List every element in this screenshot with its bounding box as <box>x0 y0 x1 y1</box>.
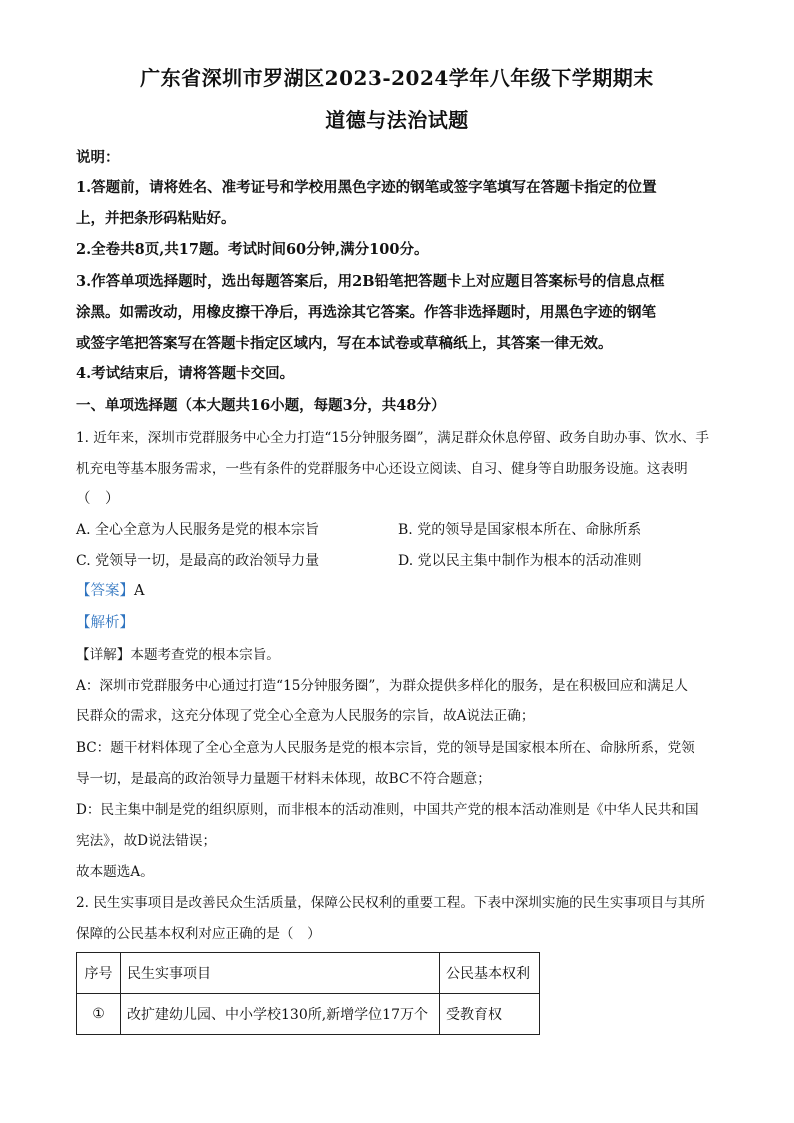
q1-analysis-bc1: BC：题干材料体现了全心全意为人民服务是党的根本宗旨，党的领导是国家根本所在、命脉所系，党领 <box>76 740 695 756</box>
q1-analysis-d2: 宪法》，故D说法错误； <box>76 833 217 849</box>
q1-answer <box>76 581 721 601</box>
instructions-label: 说明： <box>76 149 120 166</box>
table-cell: 改扩建幼儿园、中小学校130所,新增学位17万个 <box>121 994 440 1035</box>
instruction-1b: 上，并把条形码粘贴好。 <box>76 210 236 227</box>
q1-detail: 【详解】本题考查党的根本宗旨。 <box>76 647 280 663</box>
answer-tag: 【答案】 <box>76 583 134 599</box>
q1-analysis-a1: A：深圳市党群服务中心通过打造“15分钟服务圈”，为群众提供多样化的服务，是在积极回应和满足人 <box>76 678 688 694</box>
exam-subtitle: 道德与法治试题 <box>325 108 469 132</box>
instruction-2: 2.全卷共8页,共17题。考试时间60分钟,满分100分。 <box>76 241 429 258</box>
instruction-4: 4.考试结束后，请将答题卡交回。 <box>76 365 295 382</box>
answer-value: A <box>134 583 145 599</box>
q1-stem-c: （ ） <box>76 491 120 507</box>
q1-analysis-a2: 民群众的需求，这充分体现了党全心全意为人民服务的宗旨，故A说法正确； <box>76 708 535 724</box>
q1-stem-b: 机充电等基本服务需求，一些有条件的党群服务中心还设立阅读、自习、健身等自助服务设施。这表明 <box>76 461 688 477</box>
instruction-3c: 或签字笔把答案写在答题卡指定区域内，写在本试卷或草稿纸上，其答案一律无效。 <box>76 335 613 352</box>
q1-stem-a: 1. 近年来，深圳市党群服务中心全力打造“15分钟服务圈”，满足群众休息停留、政务自助办事、饮水、手 <box>76 430 710 446</box>
table-header-row <box>77 953 540 994</box>
exam-title: 广东省深圳市罗湖区2023-2024学年八年级下学期期末 <box>140 66 654 90</box>
table-cell: 受教育权 <box>440 994 540 1035</box>
q1-option-c: C. 党领导一切，是最高的政治领导力量 <box>76 553 320 569</box>
instruction-3a: 3.作答单项选择题时，选出每题答案后，用2B铅笔把答题卡上对应题目答案标号的信息点框 <box>76 273 665 290</box>
table-row <box>77 994 540 1035</box>
instruction-1a: 1.答题前，请将姓名、准考证号和学校用黑色字迹的钢笔或签字笔填写在答题卡指定的位置 <box>76 179 657 196</box>
q2-stem-a: 2. 民生实事项目是改善民众生活质量，保障公民权利的重要工程。下表中深圳实施的民生实事项目与其所 <box>76 895 706 911</box>
table-header-cell: 民生实事项目 <box>121 953 440 994</box>
instruction-3b: 涂黑。如需改动，用橡皮擦干净后，再选涂其它答案。作答非选择题时，用黑色字迹的钢笔 <box>76 304 656 321</box>
table-header-cell: 公民基本权利 <box>440 953 540 994</box>
analysis-tag: 【解析】 <box>76 615 134 631</box>
section-heading: 一、单项选择题（本大题共16小题，每题3分，共48分） <box>76 397 446 414</box>
q1-conclusion: 故本题选A。 <box>76 864 154 880</box>
q2-stem-b: 保障的公民基本权利对应正确的是（ ） <box>76 926 321 942</box>
q2-table <box>76 952 540 1035</box>
q1-option-d: D. 党以民主集中制作为根本的活动准则 <box>398 553 642 569</box>
q1-analysis-d1: D：民主集中制是党的组织原则，而非根本的活动准则，中国共产党的根本活动准则是《中华人民共和国 <box>76 802 699 818</box>
q1-option-b: B. 党的领导是国家根本所在、命脉所系 <box>398 522 642 538</box>
table-header-cell: 序号 <box>77 953 121 994</box>
q1-analysis-bc2: 导一切，是最高的政治领导力量题干材料未体现，故BC不符合题意； <box>76 771 491 787</box>
q1-option-a: A. 全心全意为人民服务是党的根本宗旨 <box>76 522 320 538</box>
table-cell: ① <box>77 994 121 1035</box>
